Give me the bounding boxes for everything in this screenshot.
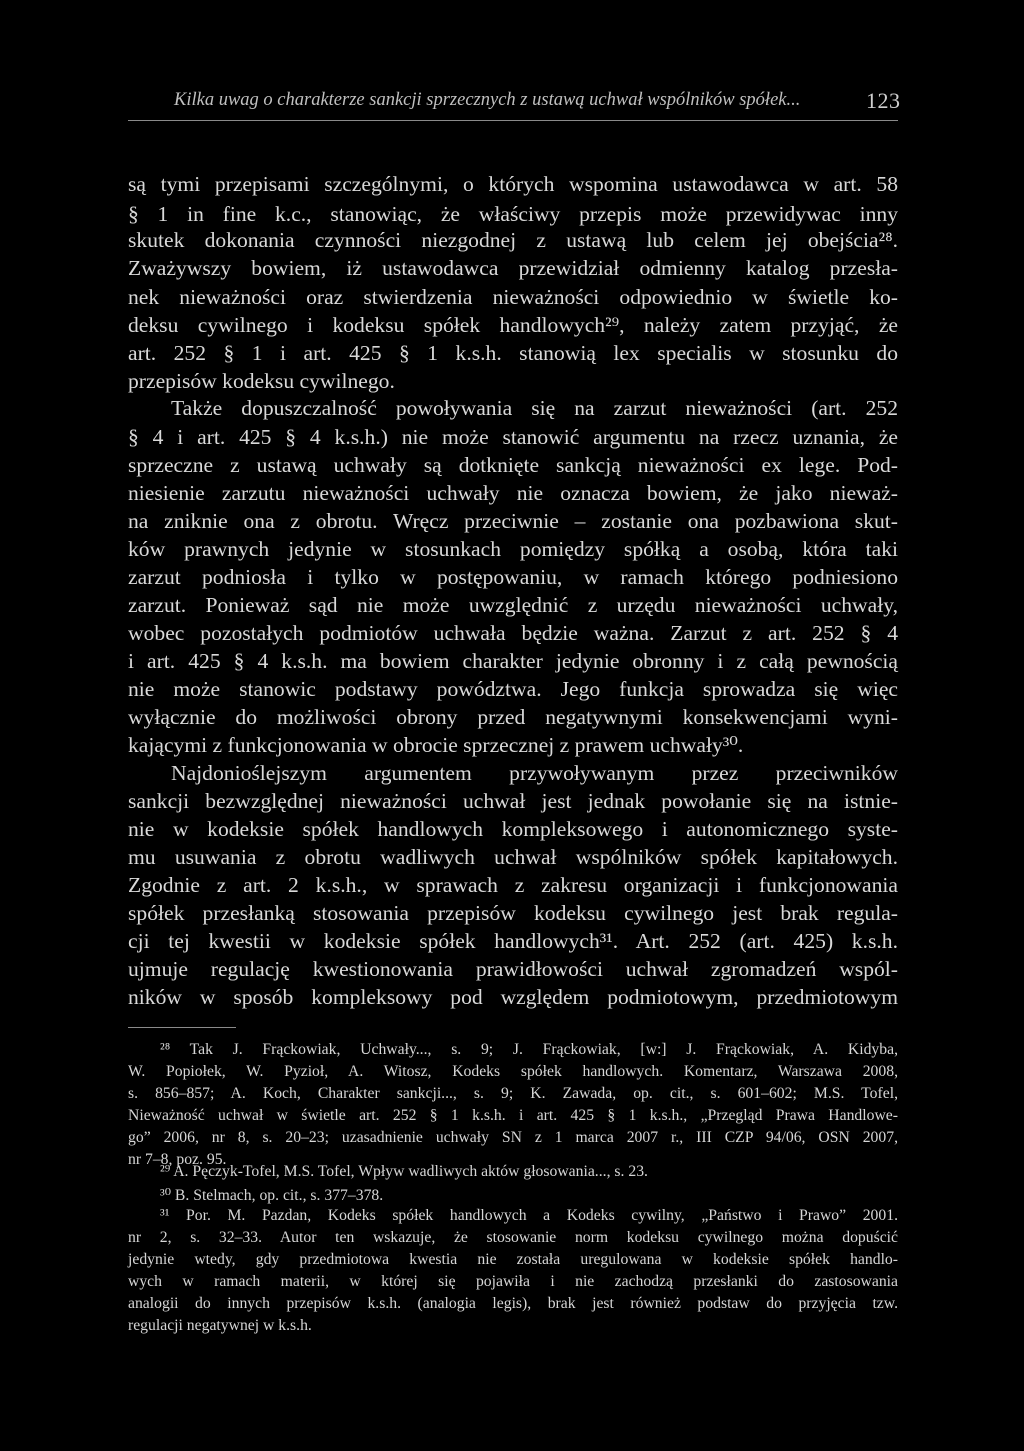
body-line: przepisów kodeksu cywilnego. (128, 369, 395, 393)
body-line: cji tej kwestii w kodeksie spółek handlowych³¹. Art. 252 (art. 425) k.s.h. (128, 929, 898, 953)
body-line: kającymi z funkcjonowania w obrocie sprzecznej z prawem uchwały³⁰. (128, 733, 744, 757)
footnote-line: go” 2006, nr 8, s. 20–23; uzasadnienie uchwały SN z 1 marca 2007 r., III CZP 94/06, OSN 2007, (128, 1129, 898, 1146)
body-line: § 4 i art. 425 § 4 k.s.h.) nie może stanowić argumentu na rzecz uznania, że (128, 425, 898, 449)
footnote-line: regulacji negatywnej w k.s.h. (128, 1317, 312, 1334)
body-line: ników w sposób kompleksowy pod względem podmiotowym, przedmiotowym (128, 985, 898, 1009)
body-line: mu usuwania z obrotu wadliwych uchwał wspólników spółek kapitałowych. (128, 845, 898, 869)
body-line: § 1 in fine k.c., stanowiąc, że właściwy przepis może przewidywac inny (128, 202, 898, 226)
footnote-line: s. 856–857; A. Koch, Charakter sankcji..., s. 9; K. Zawada, op. cit., s. 601–602; M.S. Tofel, (128, 1085, 898, 1102)
body-line: deksu cywilnego i kodeksu spółek handlowych²⁹, należy zatem przyjąć, że (128, 313, 898, 337)
body-line: Zważywszy bowiem, iż ustawodawca przewidział odmienny katalog przesła- (128, 256, 898, 280)
body-line: wyłącznie do możliwości obrony przed negatywnymi konsekwencjami wyni- (128, 705, 898, 729)
footnote-line: ²⁹ A. Pęczyk-Tofel, M.S. Tofel, Wpływ wadliwych aktów głosowania..., s. 23. (160, 1163, 648, 1180)
body-line: niesienie zarzutu nieważności uchwały nie oznacza bowiem, że jako nieważ- (128, 481, 898, 505)
body-line: sankcji bezwzględnej nieważności uchwał jest jednak powołanie się na istnie- (128, 789, 898, 813)
body-line: zarzut. Ponieważ sąd nie może uwzględnić z urzędu nieważności uchwały, (128, 593, 898, 617)
footnote-line: ²⁸ Tak J. Frąckowiak, Uchwały..., s. 9; J. Frąckowiak, [w:] J. Frąckowiak, A. Kidyba, (160, 1041, 898, 1058)
running-title: Kilka uwag o charakterze sankcji sprzecznych z ustawą uchwał wspólników spółek... (174, 90, 801, 110)
body-line: sprzeczne z ustawą uchwały są dotknięte sankcją nieważności ex lege. Pod- (128, 453, 898, 477)
footnote-line: W. Popiołek, W. Pyzioł, A. Witosz, Kodeks spółek handlowych. Komentarz, Warszawa 2008, (128, 1063, 898, 1080)
footnote-line: nr 2, s. 32–33. Autor ten wskazuje, że stosowanie norm kodeksu cywilnego można dopuścić (128, 1229, 898, 1246)
body-line: Także dopuszczalność powoływania się na zarzut nieważności (art. 252 (171, 396, 898, 420)
footnote-line: ³¹ Por. M. Pazdan, Kodeks spółek handlowych a Kodeks cywilny, „Państwo i Prawo” 2001. (160, 1207, 898, 1224)
body-line: nie w kodeksie spółek handlowych kompleksowego i autonomicznego syste- (128, 817, 898, 841)
body-line: wobec pozostałych podmiotów uchwała będzie ważna. Zarzut z art. 252 § 4 (128, 621, 898, 645)
body-line: art. 252 § 1 i art. 425 § 1 k.s.h. stanowią lex specialis w stosunku do (128, 341, 898, 365)
body-line: zarzut podniosła i tylko w postępowaniu, w ramach którego podniesiono (128, 565, 898, 589)
page-number: 123 (866, 88, 901, 113)
body-line: nie może stanowic podstawy powództwa. Jego funkcja sprowadza się więc (128, 677, 898, 701)
footnote-line: ³⁰ B. Stelmach, op. cit., s. 377–378. (160, 1187, 384, 1204)
body-line: spółek przesłanką stosowania przepisów kodeksu cywilnego jest brak regula- (128, 901, 898, 925)
footnote-rule (128, 1027, 236, 1028)
footnote-line: wych w ramach materii, w której się pojawiła i nie zachodzą przesłanki do zastosowania (128, 1273, 898, 1290)
footnote-line: analogii do innych przepisów k.s.h. (analogia legis), brak jest również podstaw do przyjęcia tzw. (128, 1295, 898, 1312)
body-line: ków prawnych jedynie w stosunkach pomiędzy spółką a osobą, która taki (128, 537, 898, 561)
body-line: są tymi przepisami szczególnymi, o których wspomina ustawodawca w art. 58 (128, 172, 898, 196)
body-line: i art. 425 § 4 k.s.h. ma bowiem charakter jedynie obronny i z całą pewnością (128, 649, 898, 673)
header-rule (128, 120, 898, 121)
body-line: nek nieważności oraz stwierdzenia nieważności odpowiednio w świetle ko- (128, 285, 898, 309)
footnote-line: Nieważność uchwał w świetle art. 252 § 1 k.s.h. i art. 425 § 1 k.s.h., „Przegląd Prawa Handlowe- (128, 1107, 898, 1124)
body-line: na zniknie ona z obrotu. Wręcz przeciwnie – zostanie ona pozbawiona skut- (128, 509, 898, 533)
footnote-line: nr 7–8, poz. 95. (128, 1151, 227, 1168)
body-line: ujmuje regulację kwestionowania prawidłowości uchwał zgromadzeń wspól- (128, 957, 898, 981)
body-line: Zgodnie z art. 2 k.s.h., w sprawach z zakresu organizacji i funkcjonowania (128, 873, 898, 897)
body-line: skutek dokonania czynności niezgodnej z ustawą lub celem jej obejścia²⁸. (128, 228, 898, 252)
footnote-line: jedynie wtedy, gdy przedmiotowa kwestia nie została uregulowana w kodeksie spółek handlo- (128, 1251, 898, 1268)
body-line: Najdonioślejszym argumentem przywoływanym przez przeciwników (171, 761, 898, 785)
